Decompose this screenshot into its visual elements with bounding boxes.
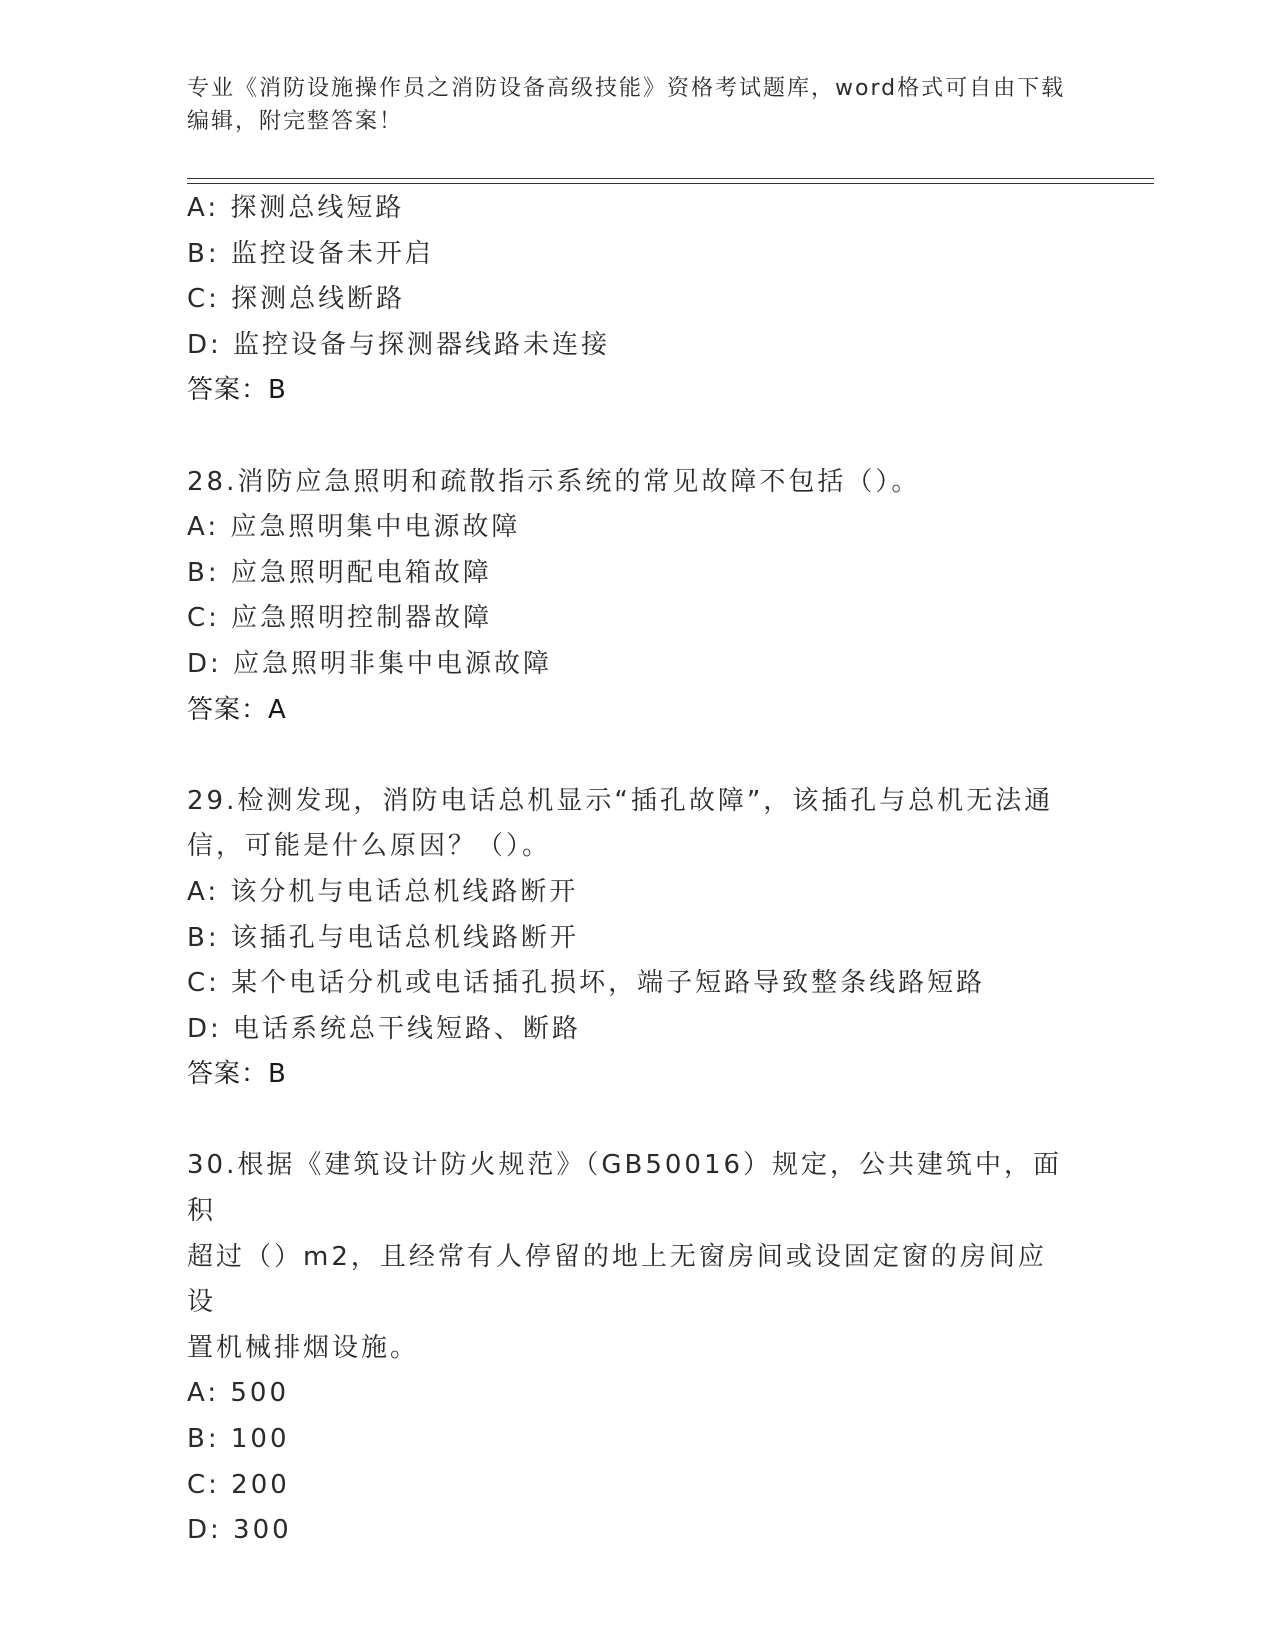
answer-line: 答案：B — [187, 375, 287, 406]
question-text: 30.根据《建筑设计防火规范》（GB50016）规定，公共建筑中，面积 超过（）m2，且经常有人停留的地上无窗房间或设固定窗的房间应设 置机械排烟设施。 — [187, 1150, 1063, 1363]
answer-line: 答案：A — [187, 694, 287, 725]
question-list — [187, 186, 1087, 1554]
option-b: B: 100 — [187, 1424, 290, 1455]
option-d: D: 300 — [187, 1515, 292, 1546]
question-29 — [187, 779, 1087, 1098]
option-c: C: 200 — [187, 1469, 290, 1500]
option-d: D: 电话系统总干线短路、断路 — [187, 1013, 582, 1044]
option-b: B: 该插孔与电话总机线路断开 — [187, 922, 579, 953]
option-a: A: 应急照明集中电源故障 — [187, 512, 521, 543]
option-d: D: 应急照明非集中电源故障 — [187, 648, 553, 679]
option-b: B: 应急照明配电箱故障 — [187, 557, 492, 588]
option-c: C: 某个电话分机或电话插孔损坏，端子短路导致整条线路短路 — [187, 968, 986, 999]
option-d: D: 监控设备与探测器线路未连接 — [187, 329, 611, 360]
header-rule-top — [187, 178, 1154, 179]
question-30 — [187, 1143, 1087, 1553]
question-27-continued — [187, 186, 1087, 414]
question-text: 29.检测发现，消防电话总机显示“插孔故障”，该插孔与总机无法通 信，可能是什么原因？（）。 — [187, 785, 1054, 862]
question-28 — [187, 460, 1087, 734]
question-text: 28.消防应急照明和疏散指示系统的常见故障不包括（）。 — [187, 466, 921, 497]
option-a: A: 该分机与电话总机线路断开 — [187, 876, 579, 907]
option-b: B: 监控设备未开启 — [187, 238, 434, 269]
spacer — [187, 1098, 1087, 1144]
spacer — [187, 733, 1087, 779]
header-rule-bottom — [187, 183, 1154, 184]
spacer — [187, 414, 1087, 460]
option-c: C: 探测总线断路 — [187, 284, 406, 315]
option-c: C: 应急照明控制器故障 — [187, 603, 493, 634]
answer-line: 答案：B — [187, 1059, 287, 1090]
option-a: A: 500 — [187, 1378, 289, 1409]
option-a: A: 探测总线短路 — [187, 193, 405, 223]
document-header: 专业《消防设施操作员之消防设备高级技能》资格考试题库，word格式可自由下载编辑，附完整答案！ — [187, 76, 1066, 134]
